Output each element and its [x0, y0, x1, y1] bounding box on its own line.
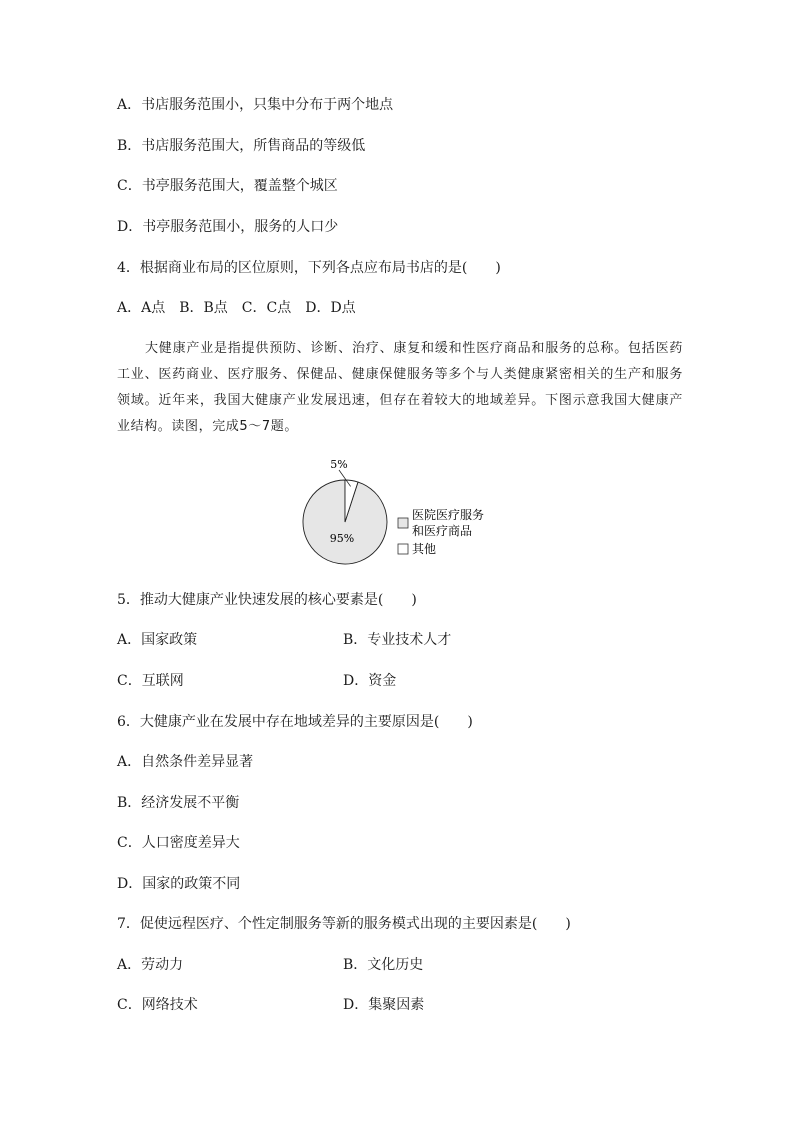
q6-option-b: B．经济发展不平衡 [117, 795, 240, 811]
q4-stem: 4．根据商业布局的区位原则，下列各点应布局书店的是( ) [117, 260, 501, 276]
pie-slices [303, 458, 387, 564]
q5-option-c: C．互联网 [117, 673, 184, 689]
q7-option-d: D．集聚因素 [343, 997, 425, 1013]
q3-option-d: D．书亭服务范围小，服务的人口少 [117, 219, 339, 235]
reading-passage: 大健康产业是指提供预防、诊断、治疗、康复和缓和性医疗商品和服务的总称。包括医药工业、医药商业、医疗服务、保健品、健康保健服务等多个与人类健康紧密相关的生产和服务领域。近年来，我国大健康产业发展迅速，但存在着较大的地域差异。下图示意我国大健康产业结构。读图，完成5～7题。 [117, 341, 683, 434]
q5-stem: 5．推动大健康产业快速发展的核心要素是( ) [117, 592, 417, 608]
legend-label-other: 其他 [412, 542, 437, 556]
legend-label-medical-line2: 和医疗商品 [412, 524, 473, 538]
q7-option-c: C．网络技术 [117, 997, 198, 1013]
q5-option-d: D．资金 [343, 673, 397, 689]
legend-swatch-medical [398, 518, 408, 528]
q3-option-a: A．书店服务范围小，只集中分布于两个地点 [117, 97, 394, 113]
legend [398, 508, 484, 556]
q7-option-a: A．劳动力 [117, 957, 184, 973]
q5-option-b: B．专业技术人才 [343, 632, 452, 648]
legend-swatch-other [398, 544, 408, 554]
pie-label-other: 5% [330, 458, 348, 471]
q6-option-a: A．自然条件差异显著 [117, 754, 254, 770]
q7-option-b: B．文化历史 [343, 957, 424, 973]
q3-option-c: C．书亭服务范围大，覆盖整个城区 [117, 178, 338, 194]
pie-label-medical: 95% [329, 532, 355, 545]
q6-option-c: C．人口密度差异大 [117, 835, 240, 851]
q6-option-d: D．国家的政策不同 [117, 876, 241, 892]
q3-option-b: B．书店服务范围大，所售商品的等级低 [117, 138, 366, 154]
q5-option-a: A．国家政策 [117, 632, 198, 648]
q6-stem: 6．大健康产业在发展中存在地域差异的主要原因是( ) [117, 714, 473, 730]
q7-stem: 7．促使远程医疗、个性定制服务等新的服务模式出现的主要因素是( ) [117, 916, 571, 932]
legend-label-medical-line1: 医院医疗服务 [412, 508, 485, 522]
pie-chart [296, 458, 506, 568]
q4-options: A．A点 B．B点 C．C点 D．D点 [117, 300, 356, 316]
